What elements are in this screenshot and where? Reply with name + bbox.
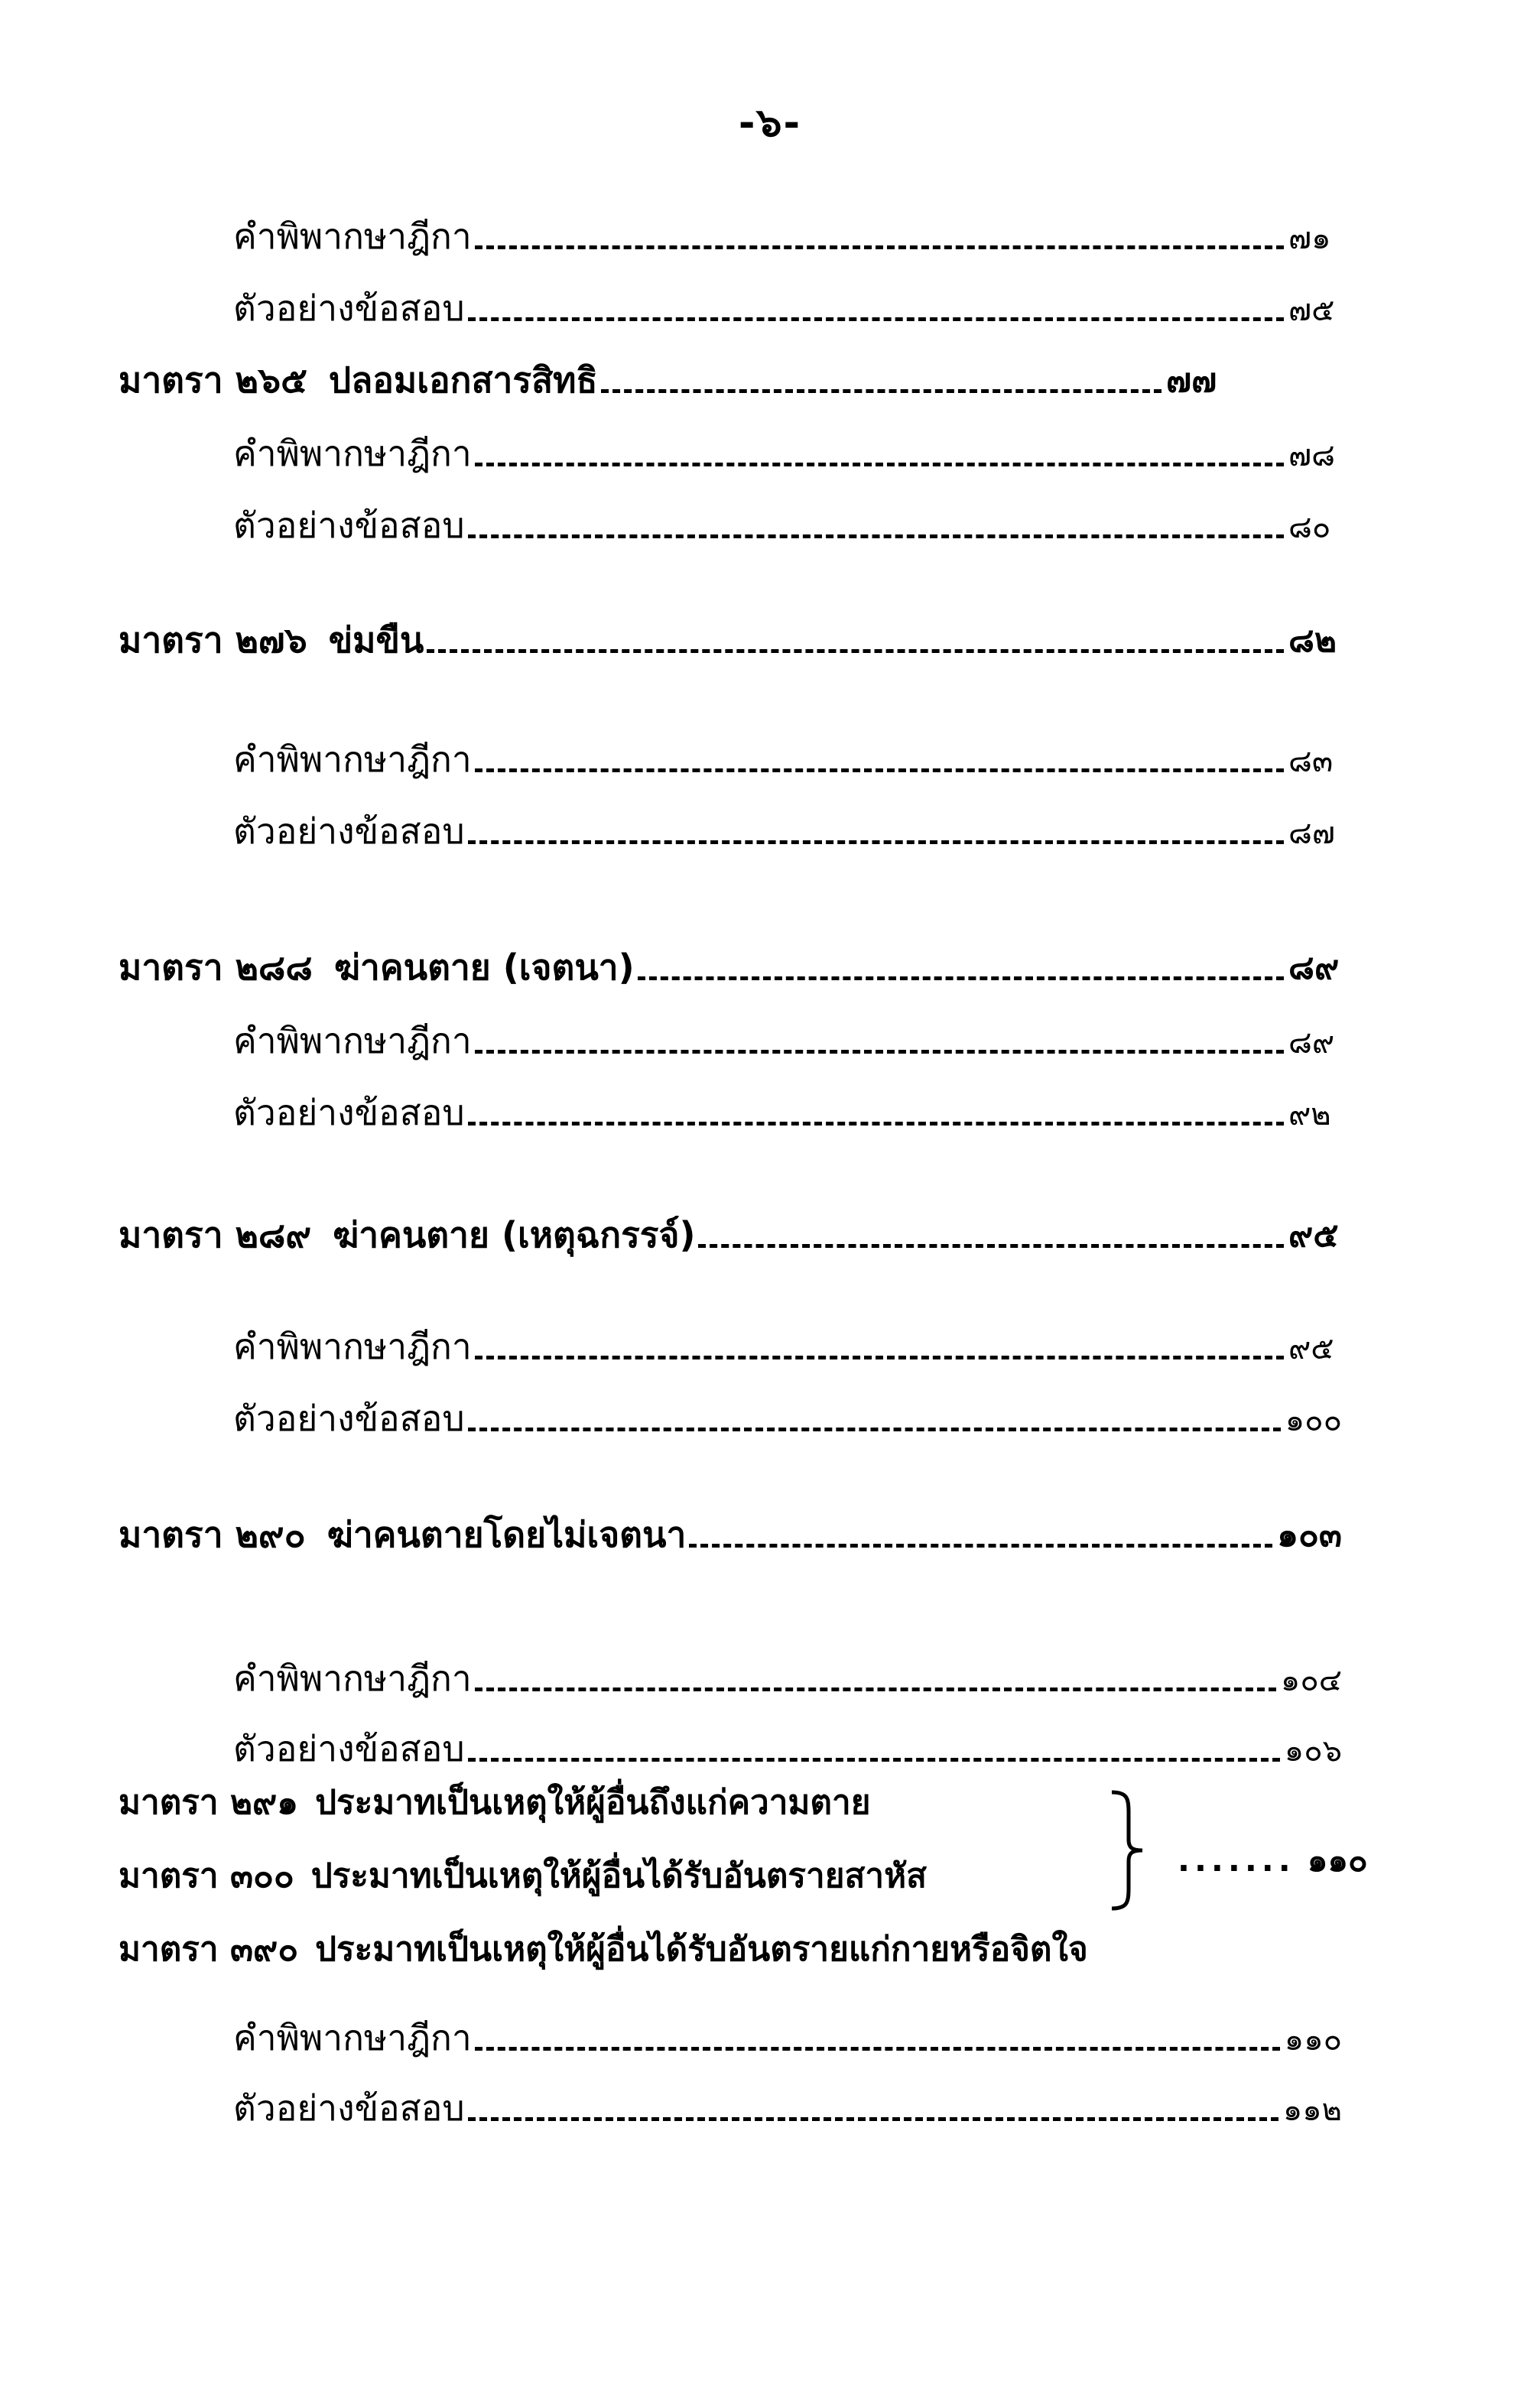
entry-page: ๘๐ [1288, 510, 1331, 545]
toc-entry[interactable] [233, 200, 1342, 257]
section-number: มาตรา ๒๘๘ [119, 947, 313, 988]
dot-leader [468, 317, 1284, 321]
dot-leader [475, 1050, 1284, 1054]
dot-leader [468, 1122, 1284, 1126]
toc-entry[interactable] [233, 2072, 1342, 2129]
section-heading [119, 619, 424, 661]
entry-label: คำพิพากษาฎีกา [233, 1326, 472, 1367]
toc-section[interactable] [119, 1930, 1088, 1969]
section-title: ประมาทเป็นเหตุให้ผู้อื่นถึงแก่ความตาย [315, 1783, 871, 1822]
toc-section[interactable] [119, 604, 1342, 661]
section-page: ๘๒ [1288, 621, 1337, 660]
section-number: มาตรา ๒๖๕ [119, 359, 307, 401]
entry-label: คำพิพากษาฎีกา [233, 739, 472, 780]
toc-section[interactable] [119, 344, 1220, 401]
section-page: ๑๐๓ [1277, 1515, 1342, 1554]
section-heading [119, 947, 635, 988]
toc-entry[interactable] [233, 1382, 1342, 1439]
section-title: ประมาทเป็นเหตุให้ผู้อื่นได้รับอันตรายแก่กายหรือจิตใจ [315, 1930, 1088, 1969]
section-number: มาตรา ๒๙๐ [119, 1514, 306, 1555]
entry-page: ๙๒ [1288, 1097, 1331, 1132]
toc-entry[interactable] [233, 272, 1342, 329]
entry-page: ๗๕ [1288, 293, 1335, 328]
entry-label: คำพิพากษาฎีกา [233, 433, 472, 474]
toc-entry[interactable] [233, 417, 1342, 474]
toc-section[interactable] [119, 1199, 1342, 1255]
toc-section[interactable] [119, 931, 1342, 988]
section-title: ฆ่าคนตาย (เหตุฉกรรจ์) [333, 1214, 696, 1255]
entry-label: ตัวอย่างข้อสอบ [233, 1398, 465, 1439]
right-brace-icon [1109, 1789, 1155, 1912]
dot-leader [468, 1428, 1281, 1431]
toc-entry[interactable] [233, 1642, 1342, 1699]
dot-leader [427, 649, 1284, 653]
toc-entry[interactable] [233, 723, 1342, 780]
toc-entry[interactable] [233, 1077, 1342, 1133]
section-number: มาตรา ๒๘๙ [119, 1214, 312, 1255]
dot-leader [468, 840, 1284, 844]
entry-label: คำพิพากษาฎีกา [233, 216, 472, 257]
section-title: ข่มขืน [328, 619, 424, 661]
section-number: มาตรา ๒๗๖ [119, 619, 307, 661]
entry-page: ๑๑๒ [1282, 2093, 1342, 2128]
dot-leader [468, 2117, 1278, 2121]
toc-entry[interactable] [233, 795, 1342, 852]
entry-page: ๗๑ [1288, 221, 1331, 256]
dot-leader [689, 1544, 1272, 1548]
section-title: ฆ่าคนตาย (เจตนา) [333, 947, 635, 988]
section-number: มาตรา ๓๙๐ [119, 1930, 299, 1969]
toc-section[interactable] [119, 1499, 1342, 1555]
section-page: ๙๕ [1288, 1216, 1339, 1255]
entry-label: คำพิพากษาฎีกา [233, 1658, 472, 1699]
entry-page: ๙๕ [1288, 1331, 1334, 1366]
dot-leader [475, 2047, 1280, 2051]
section-title: ประมาทเป็นเหตุให้ผู้อื่นได้รับอันตรายสาหัส [310, 1856, 927, 1895]
toc-entry[interactable] [233, 1311, 1342, 1367]
entry-page: ๘๓ [1288, 744, 1334, 779]
section-heading [119, 1214, 696, 1255]
dot-leader [475, 1687, 1276, 1691]
entry-label: ตัวอย่างข้อสอบ [233, 2087, 465, 2129]
dot-leader [475, 1356, 1284, 1359]
entry-label: คำพิพากษาฎีกา [233, 1020, 472, 1061]
section-page: ๗๗ [1166, 361, 1217, 400]
section-page: ๘๙ [1288, 948, 1340, 987]
dot-leader [601, 389, 1161, 393]
dot-leader: ....... [1178, 1841, 1295, 1879]
entry-page: ๑๐๖ [1284, 1733, 1342, 1769]
entry-page: ๑๐๔ [1280, 1663, 1342, 1698]
section-title: ฆ่าคนตายโดยไม่เจตนา [327, 1514, 687, 1555]
dot-leader [468, 534, 1284, 538]
section-title: ปลอมเอกสารสิทธิ [328, 359, 598, 401]
entry-label: ตัวอย่างข้อสอบ [233, 505, 465, 546]
toc-entry[interactable] [233, 1713, 1342, 1769]
entry-page: ๑๑๐ [1284, 2022, 1342, 2058]
toc-entry[interactable] [233, 1005, 1342, 1061]
section-number: มาตรา ๓๐๐ [119, 1856, 294, 1895]
entry-page: ๑๐๐ [1285, 1403, 1342, 1438]
dot-leader [638, 976, 1284, 980]
entry-page: ๘๗ [1288, 816, 1335, 851]
toc-grouped-section[interactable] [119, 1783, 871, 1822]
toc-entry[interactable] [233, 2002, 1342, 2058]
dot-leader [475, 768, 1284, 772]
entry-page: ๗๘ [1288, 438, 1335, 473]
entry-page: ๘๙ [1288, 1025, 1335, 1061]
toc-entry[interactable] [233, 489, 1342, 546]
page-number: -๖- [738, 100, 802, 146]
grouped-page: ๑๑๐ [1307, 1841, 1368, 1879]
dot-leader [475, 245, 1284, 249]
toc-grouped-section[interactable] [119, 1856, 927, 1895]
entry-label: ตัวอย่างข้อสอบ [233, 1728, 465, 1769]
dot-leader [475, 463, 1284, 466]
section-heading [119, 359, 598, 401]
entry-label: ตัวอย่างข้อสอบ [233, 287, 465, 329]
section-number: มาตรา ๒๙๑ [119, 1783, 299, 1822]
entry-label: คำพิพากษาฎีกา [233, 2017, 472, 2058]
grouped-page-ref[interactable] [1178, 1835, 1368, 1886]
section-heading [119, 1514, 687, 1555]
entry-label: ตัวอย่างข้อสอบ [233, 810, 465, 852]
dot-leader [698, 1244, 1284, 1248]
entry-label: ตัวอย่างข้อสอบ [233, 1092, 465, 1133]
dot-leader [468, 1758, 1280, 1762]
